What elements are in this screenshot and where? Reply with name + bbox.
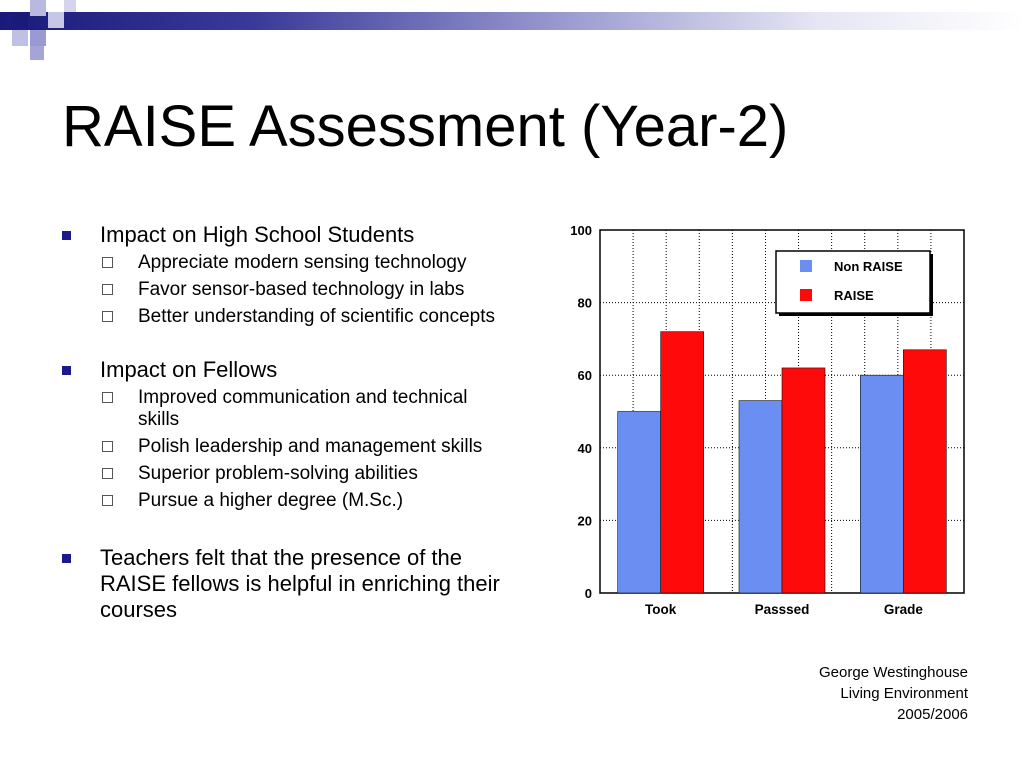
bullet-text: Teachers felt that the presence of the RAISE fellows is helpful in enriching their courses (100, 545, 500, 622)
sub-bullet-marker (102, 468, 113, 479)
header-square-light (12, 30, 28, 46)
header-gradient-bar (0, 12, 1024, 30)
sub-bullet-text: Favor sensor-based technology in labs (138, 279, 465, 300)
bullet-marker-square (62, 554, 71, 563)
sub-bullet-text: Better understanding of scientific concepts (138, 306, 495, 327)
bar-chart (550, 218, 980, 628)
sub-bullet-item (102, 252, 512, 274)
footer-credit (819, 662, 968, 725)
header-square-light (48, 12, 64, 28)
footer-line: George Westinghouse (819, 664, 968, 681)
legend-label: Non RAISE (834, 259, 903, 274)
legend-swatch (800, 289, 812, 301)
y-tick-label: 20 (577, 513, 592, 529)
y-tick-label: 60 (577, 368, 592, 384)
sub-bullet-item (102, 387, 512, 431)
bullet-item (62, 357, 512, 383)
header-square-pale (30, 46, 44, 60)
footer-line: 2005/2006 (897, 706, 968, 723)
bar-raise (903, 350, 946, 593)
header-square-light (30, 0, 46, 16)
sub-bullet-item (102, 463, 512, 485)
bar-raise (661, 332, 704, 593)
sub-bullet-text: Appreciate modern sensing technology (138, 252, 467, 273)
y-tick-label: 40 (577, 440, 592, 456)
y-tick-label: 0 (584, 586, 592, 601)
y-tick-label: 100 (570, 223, 592, 238)
bullet-text: Impact on High School Students (100, 222, 415, 247)
bullet-list (62, 222, 512, 623)
bullet-item (62, 222, 512, 248)
y-tick-label: 80 (577, 295, 592, 311)
sub-bullet-marker (102, 311, 113, 322)
bar-non-raise (860, 375, 903, 593)
slide-title: RAISE Assessment (Year-2) (62, 94, 789, 159)
header-square-navy (12, 12, 28, 28)
sub-bullet-marker (102, 257, 113, 268)
sub-bullet-marker (102, 495, 113, 506)
bullet-text: Impact on Fellows (100, 357, 278, 382)
sub-bullet-text: Polish leadership and management skills (138, 436, 483, 457)
sub-bullet-list (62, 387, 512, 512)
bar-non-raise (739, 401, 782, 593)
legend-swatch (800, 260, 812, 272)
sub-bullet-text: Improved communication and technical skills (138, 387, 468, 430)
bullet-item (62, 545, 512, 623)
sub-bullet-text: Superior problem-solving abilities (138, 463, 418, 484)
bullet-marker-square (62, 231, 71, 240)
header-square-mid (30, 30, 46, 46)
bar-raise (782, 368, 825, 593)
sub-bullet-marker (102, 392, 113, 403)
footer-line: Living Environment (840, 685, 968, 702)
bar-non-raise (618, 412, 661, 594)
sub-bullet-marker (102, 441, 113, 452)
sub-bullet-marker (102, 284, 113, 295)
sub-bullet-item (102, 436, 512, 458)
bullet-marker-square (62, 366, 71, 375)
x-tick-label: Took (645, 602, 677, 617)
sub-bullet-text: Pursue a higher degree (M.Sc.) (138, 490, 404, 511)
sub-bullet-item (102, 306, 512, 328)
header-square-light (64, 0, 76, 12)
sub-bullet-item (102, 279, 512, 301)
legend-label: RAISE (834, 288, 874, 303)
x-tick-label: Grade (883, 602, 923, 617)
x-tick-label: Passsed (754, 602, 810, 617)
sub-bullet-item (102, 490, 512, 512)
sub-bullet-list (62, 252, 512, 328)
